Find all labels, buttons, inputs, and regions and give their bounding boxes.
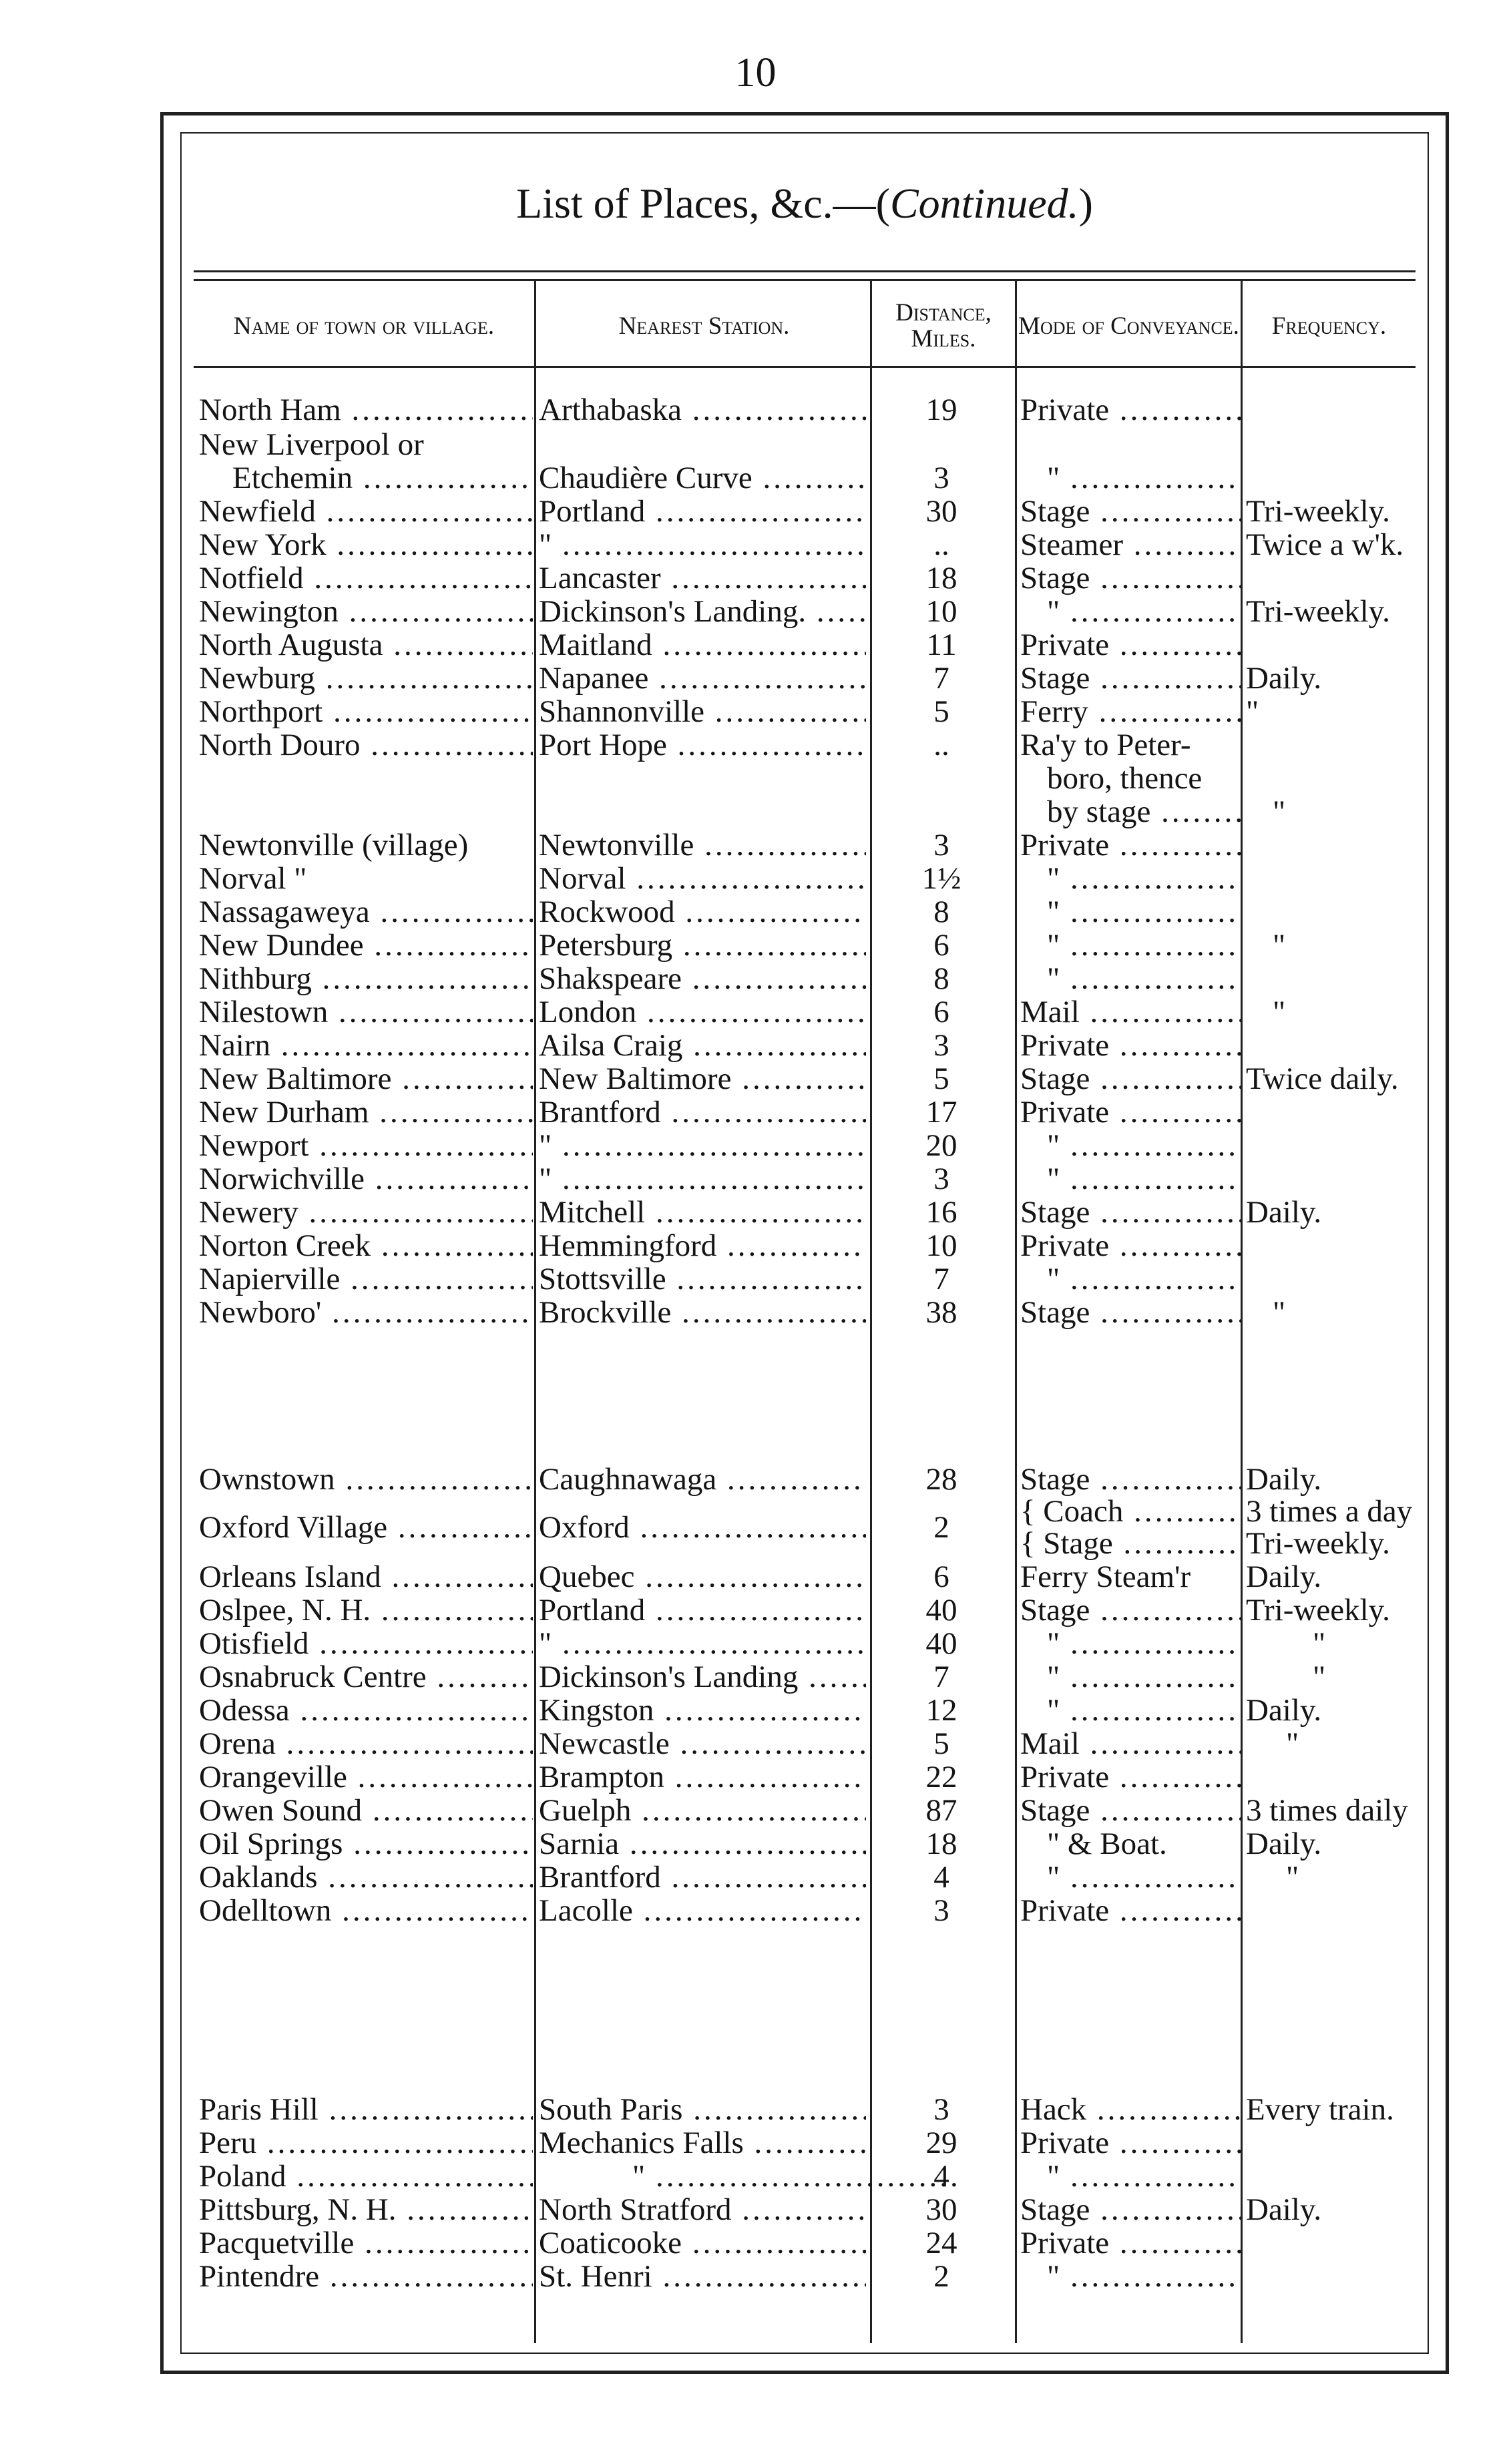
column-header-distance: Distance, Miles. — [895, 299, 992, 352]
cell-town: North Douro ..... — [199, 728, 533, 762]
cell-station: Lancaster ..... — [539, 561, 866, 595]
cell-frequency: " — [1313, 1626, 1326, 1661]
cell-distance: 2 — [933, 2259, 949, 2294]
cell-town: Nilestown ..... — [199, 995, 533, 1029]
cell-station: Newcastle ..... — [539, 1726, 866, 1761]
cell-station: Rockwood ..... — [539, 895, 866, 929]
cell-conveyance: Private ..... — [1020, 828, 1241, 863]
table-row — [0, 2192, 1511, 2227]
cell-frequency: Daily. — [1246, 1559, 1322, 1594]
cell-station: Napanee ..... — [539, 661, 866, 696]
cell-town: Newtonville (village) — [199, 828, 469, 863]
cell-distance: 8 — [933, 895, 949, 929]
table-row — [0, 527, 1511, 562]
cell-distance: 18 — [925, 1826, 957, 1861]
cell-conveyance: " ..... — [1020, 928, 1241, 963]
cell-station: New Baltimore ..... — [539, 1061, 866, 1096]
cell-town: Newboro' ..... — [199, 1295, 533, 1330]
cell-distance: .. — [933, 728, 949, 762]
cell-conveyance: boro, thence — [1047, 761, 1203, 796]
cell-town: Orleans Island ..... — [199, 1559, 533, 1594]
cell-distance: 4 — [933, 2159, 949, 2194]
cell-station: Port Hope ..... — [539, 728, 866, 762]
cell-station: Dickinson's Landing. ..... — [539, 594, 866, 629]
cell-town: Norval " — [199, 861, 307, 896]
cell-frequency: Twice daily. — [1246, 1061, 1399, 1096]
cell-distance: 5 — [933, 1061, 949, 1096]
cell-frequency: Every train. — [1246, 2092, 1394, 2127]
cell-station: St. Henri ..... — [539, 2259, 866, 2294]
cell-station: Brampton ..... — [539, 1760, 866, 1794]
cell-station: Arthabaska ..... — [539, 393, 866, 427]
cell-conveyance: " ..... — [1020, 895, 1241, 929]
cell-station: Stottsville ..... — [539, 1262, 866, 1296]
title-close: ) — [1078, 180, 1093, 227]
cell-town: New Liverpool or — [199, 427, 424, 462]
cell-town: Oxford Village ..... — [199, 1510, 533, 1545]
table-row — [0, 1660, 1511, 1694]
cell-conveyance: Ferry ..... — [1020, 694, 1241, 729]
cell-conveyance: Stage ..... — [1020, 1295, 1241, 1330]
cell-station: Portland ..... — [539, 1593, 866, 1628]
table-row — [0, 1162, 1511, 1196]
cell-distance: 3 — [933, 1893, 949, 1928]
table-row — [0, 794, 1511, 829]
cell-distance: 29 — [925, 2126, 957, 2160]
cell-station: Oxford ..... — [539, 1510, 866, 1545]
table-row — [0, 928, 1511, 963]
cell-station: North Stratford ..... — [539, 2192, 866, 2227]
table-row — [0, 2126, 1511, 2160]
cell-town: Nassagaweya ..... — [199, 895, 533, 929]
cell-distance: 10 — [925, 1228, 957, 1263]
cell-town: Newery ..... — [199, 1195, 533, 1230]
cell-station: Coaticooke ..... — [539, 2226, 866, 2260]
cell-conveyance: " ..... — [1020, 1693, 1241, 1728]
table-row — [0, 995, 1511, 1029]
cell-station: Lacolle ..... — [539, 1893, 866, 1928]
table-row — [0, 1826, 1511, 1861]
cell-frequency: Tri-weekly. — [1246, 594, 1390, 629]
cell-town: Orangeville ..... — [199, 1760, 533, 1794]
cell-distance: 18 — [925, 561, 957, 595]
cell-conveyance: Mail ..... — [1020, 995, 1241, 1029]
table-row — [0, 1195, 1511, 1230]
cell-station: London ..... — [539, 995, 866, 1029]
cell-frequency: Daily. — [1246, 661, 1322, 696]
cell-station: Shannonville ..... — [539, 694, 866, 729]
cell-station: Brantford ..... — [539, 1860, 866, 1895]
cell-town: Newington ..... — [199, 594, 533, 629]
cell-town: Newport ..... — [199, 1128, 533, 1163]
cell-town: New Baltimore ..... — [199, 1061, 533, 1096]
table-row — [0, 561, 1511, 595]
cell-town: Nairn ..... — [199, 1028, 533, 1063]
cell-town: New York ..... — [199, 527, 533, 562]
cell-town: Orena ..... — [199, 1726, 533, 1761]
cell-town: New Durham ..... — [199, 1095, 533, 1130]
cell-town: Osnabruck Centre ..... — [199, 1660, 533, 1694]
cell-frequency: " — [1273, 928, 1286, 963]
cell-town: Newfield ..... — [199, 494, 533, 529]
cell-frequency: 3 times daily — [1246, 1793, 1408, 1828]
cell-station: Ailsa Craig ..... — [539, 1028, 866, 1063]
cell-station: Newtonville ..... — [539, 828, 866, 863]
page-title — [180, 180, 1429, 227]
table-row — [0, 2092, 1511, 2127]
cell-frequency: " — [1246, 694, 1259, 729]
cell-distance: 6 — [933, 1559, 949, 1594]
table-row — [0, 1626, 1511, 1661]
cell-conveyance: Private ..... — [1020, 628, 1241, 662]
table-row — [0, 1128, 1511, 1163]
cell-town: Nithburg ..... — [199, 961, 533, 996]
cell-town: Napierville ..... — [199, 1262, 533, 1296]
table-row — [0, 427, 1511, 462]
cell-distance: 6 — [933, 995, 949, 1029]
cell-distance: 40 — [925, 1626, 957, 1661]
table-row — [0, 661, 1511, 696]
table-row — [0, 761, 1511, 796]
cell-station: " ..... — [539, 2159, 959, 2194]
cell-station: Quebec ..... — [539, 1559, 866, 1594]
table-row — [0, 861, 1511, 896]
cell-distance: 3 — [933, 2092, 949, 2127]
cell-station: " ..... — [539, 1128, 866, 1163]
cell-frequency: " — [1273, 794, 1286, 829]
cell-conveyance: Private ..... — [1020, 393, 1241, 427]
cell-conveyance: " ..... — [1020, 1128, 1241, 1163]
cell-frequency: Tri-weekly. — [1246, 494, 1390, 529]
table-row — [0, 1462, 1511, 1497]
cell-town: Odessa ..... — [199, 1693, 533, 1728]
cell-town: North Ham ..... — [199, 393, 533, 427]
cell-distance: 1½ — [921, 861, 961, 896]
table-row — [0, 2226, 1511, 2260]
cell-conveyance: { Coach ..... — [1020, 1494, 1241, 1529]
table-row — [0, 1893, 1511, 1928]
cell-conveyance: Mail ..... — [1020, 1726, 1241, 1761]
cell-station: " ..... — [539, 1162, 866, 1196]
cell-town: Norwichville ..... — [199, 1162, 533, 1196]
cell-conveyance: Stage ..... — [1020, 494, 1241, 529]
cell-frequency: " — [1313, 1660, 1326, 1694]
cell-distance: 6 — [933, 928, 949, 963]
table-row — [0, 1559, 1511, 1594]
title-main: List of Places, &c.—( — [516, 180, 890, 227]
cell-distance: .. — [933, 527, 949, 562]
cell-conveyance: " ..... — [1020, 1162, 1241, 1196]
cell-distance: 3 — [933, 1162, 949, 1196]
cell-station: Portland ..... — [539, 494, 866, 529]
table-row — [0, 393, 1511, 427]
cell-station: " ..... — [539, 1626, 866, 1661]
table-row — [0, 494, 1511, 529]
cell-conveyance: Stage ..... — [1020, 2192, 1241, 2227]
table-row — [0, 1860, 1511, 1895]
cell-station: Petersburg ..... — [539, 928, 866, 963]
cell-station: Sarnia ..... — [539, 1826, 866, 1861]
cell-station: Brantford ..... — [539, 1095, 866, 1130]
cell-distance: 20 — [925, 1128, 957, 1163]
table-row — [0, 1228, 1511, 1263]
cell-conveyance: " ..... — [1020, 1262, 1241, 1296]
cell-conveyance: Stage ..... — [1020, 1462, 1241, 1497]
cell-town: Ownstown ..... — [199, 1462, 533, 1497]
cell-frequency: 3 times a day — [1246, 1494, 1413, 1529]
cell-conveyance: Private ..... — [1020, 1760, 1241, 1794]
table-row — [0, 1028, 1511, 1063]
cell-conveyance: " ..... — [1020, 861, 1241, 896]
cell-conveyance: " ..... — [1020, 1860, 1241, 1895]
page-number: 10 — [734, 50, 777, 95]
table-row — [0, 1295, 1511, 1330]
cell-distance: 30 — [925, 2192, 957, 2227]
cell-conveyance: " ..... — [1020, 2259, 1241, 2294]
cell-town: Pacquetville ..... — [199, 2226, 533, 2260]
cell-conveyance: " ..... — [1020, 1660, 1241, 1694]
cell-conveyance: Stage ..... — [1020, 561, 1241, 595]
cell-conveyance: " ..... — [1020, 1626, 1241, 1661]
cell-distance: 7 — [933, 661, 949, 696]
cell-town: Otisfield ..... — [199, 1626, 533, 1661]
table-row — [0, 2259, 1511, 2294]
cell-conveyance: Private ..... — [1020, 1228, 1241, 1263]
cell-distance: 28 — [925, 1462, 957, 1497]
table-row — [0, 1760, 1511, 1794]
cell-town: Oslpee, N. H. ..... — [199, 1593, 533, 1628]
cell-conveyance: Steamer ..... — [1020, 527, 1241, 562]
cell-conveyance: Private ..... — [1020, 1095, 1241, 1130]
cell-distance: 19 — [925, 393, 957, 427]
cell-station: Dickinson's Landing ..... — [539, 1660, 866, 1694]
title-rule-top — [194, 270, 1416, 272]
cell-frequency: Tri-weekly. — [1246, 1526, 1390, 1561]
cell-conveyance: Stage ..... — [1020, 1195, 1241, 1230]
cell-frequency: Daily. — [1246, 1693, 1322, 1728]
cell-distance: 2 — [933, 1510, 949, 1545]
cell-distance: 16 — [925, 1195, 957, 1230]
cell-conveyance: Ferry Steam'r — [1020, 1559, 1191, 1594]
table-row — [0, 594, 1511, 629]
cell-station: Hemmingford ..... — [539, 1228, 866, 1263]
cell-town: Norton Creek ..... — [199, 1228, 533, 1263]
cell-distance: 8 — [933, 961, 949, 996]
cell-conveyance: Private ..... — [1020, 1893, 1241, 1928]
cell-conveyance: { Stage ..... — [1020, 1526, 1241, 1561]
table-row — [0, 1726, 1511, 1761]
cell-frequency: " — [1286, 1726, 1299, 1761]
cell-conveyance: Private ..... — [1020, 2226, 1241, 2260]
cell-distance: 87 — [925, 1793, 957, 1828]
cell-distance: 3 — [933, 461, 949, 495]
cell-conveyance: Stage ..... — [1020, 661, 1241, 696]
cell-frequency: Tri-weekly. — [1246, 1593, 1390, 1628]
cell-conveyance: Private ..... — [1020, 1028, 1241, 1063]
cell-frequency: " — [1273, 995, 1286, 1029]
cell-town: Oil Springs ..... — [199, 1826, 533, 1861]
table-row — [0, 728, 1511, 762]
cell-town: Peru ..... — [199, 2126, 533, 2160]
cell-conveyance: Hack ..... — [1020, 2092, 1241, 2127]
cell-conveyance: " & Boat. — [1047, 1826, 1167, 1861]
cell-station: South Paris ..... — [539, 2092, 866, 2127]
cell-town: Paris Hill ..... — [199, 2092, 533, 2127]
column-header-conveyance: Mode of Conveyance. — [1018, 312, 1239, 340]
column-header-frequency: Frequency. — [1271, 312, 1387, 340]
cell-conveyance: " ..... — [1020, 2159, 1241, 2194]
cell-conveyance: Ra'y to Peter- — [1020, 728, 1191, 762]
cell-station: Caughnawaga ..... — [539, 1462, 866, 1497]
cell-town: Northport ..... — [199, 694, 533, 729]
table-row — [0, 895, 1511, 929]
title-continued: Continued. — [889, 180, 1079, 227]
cell-town: Notfield ..... — [199, 561, 533, 595]
cell-town: Oaklands ..... — [199, 1860, 533, 1895]
cell-distance: 11 — [926, 628, 957, 662]
cell-distance: 40 — [925, 1593, 957, 1628]
column-header-name: Name of town or village. — [233, 312, 495, 340]
cell-distance: 5 — [933, 694, 949, 729]
cell-conveyance: " ..... — [1020, 594, 1241, 629]
cell-distance: 22 — [925, 1760, 957, 1794]
table-row — [0, 694, 1511, 729]
cell-town: Etchemin ..... — [199, 461, 533, 495]
cell-distance: 38 — [925, 1295, 957, 1330]
cell-frequency: " — [1273, 1295, 1286, 1330]
cell-town: Pintendre ..... — [199, 2259, 533, 2294]
cell-distance: 30 — [925, 494, 957, 529]
cell-distance: 3 — [933, 1028, 949, 1063]
title-rule-bottom — [194, 279, 1416, 281]
cell-frequency: Twice a w'k. — [1246, 527, 1404, 562]
cell-station: Chaudière Curve ..... — [539, 461, 866, 495]
table-row — [0, 2159, 1511, 2194]
cell-station: Norval ..... — [539, 861, 866, 896]
cell-conveyance: Stage ..... — [1020, 1593, 1241, 1628]
cell-town: Owen Sound ..... — [199, 1793, 533, 1828]
table-row — [0, 828, 1511, 863]
cell-distance: 24 — [925, 2226, 957, 2260]
table-row — [0, 1061, 1511, 1096]
cell-conveyance: Stage ..... — [1020, 1061, 1241, 1096]
cell-distance: 3 — [933, 828, 949, 863]
table-row — [0, 461, 1511, 495]
column-header-station: Nearest Station. — [618, 312, 790, 340]
table-row — [0, 1693, 1511, 1728]
cell-station: Kingston ..... — [539, 1693, 866, 1728]
cell-station: Guelph ..... — [539, 1793, 866, 1828]
cell-town: New Dundee ..... — [199, 928, 533, 963]
cell-distance: 17 — [925, 1095, 957, 1130]
cell-conveyance: by stage ..... — [1020, 794, 1241, 829]
cell-town: Poland ..... — [199, 2159, 533, 2194]
cell-station: " ..... — [539, 527, 866, 562]
cell-station: Shakspeare ..... — [539, 961, 866, 996]
cell-frequency: Daily. — [1246, 1826, 1322, 1861]
cell-frequency: " — [1286, 1860, 1299, 1895]
table-row — [0, 1593, 1511, 1628]
table-row — [0, 1793, 1511, 1828]
cell-town: Pittsburg, N. H. ..... — [199, 2192, 533, 2227]
cell-distance: 12 — [925, 1693, 957, 1728]
header-rule — [194, 366, 1416, 368]
table-row — [0, 961, 1511, 996]
cell-station: Mitchell ..... — [539, 1195, 866, 1230]
cell-station: Mechanics Falls ..... — [539, 2126, 866, 2160]
cell-distance: 10 — [925, 594, 957, 629]
cell-distance: 7 — [933, 1660, 949, 1694]
table-row — [0, 1262, 1511, 1296]
cell-frequency: Daily. — [1246, 2192, 1322, 2227]
cell-distance: 7 — [933, 1262, 949, 1296]
cell-conveyance: " ..... — [1020, 961, 1241, 996]
cell-distance: 4 — [933, 1860, 949, 1895]
cell-conveyance: " ..... — [1020, 461, 1241, 495]
cell-conveyance: Stage ..... — [1020, 1793, 1241, 1828]
table-row — [0, 628, 1511, 662]
cell-town: Newburg ..... — [199, 661, 533, 696]
cell-station: Brockville ..... — [539, 1295, 866, 1330]
cell-frequency: Daily. — [1246, 1195, 1322, 1230]
cell-station: Maitland ..... — [539, 628, 866, 662]
cell-distance: 5 — [933, 1726, 949, 1761]
table-row — [0, 1095, 1511, 1130]
cell-frequency: Daily. — [1246, 1462, 1322, 1497]
cell-town: Odelltown ..... — [199, 1893, 533, 1928]
cell-conveyance: Private ..... — [1020, 2126, 1241, 2160]
cell-town: North Augusta ..... — [199, 628, 533, 662]
